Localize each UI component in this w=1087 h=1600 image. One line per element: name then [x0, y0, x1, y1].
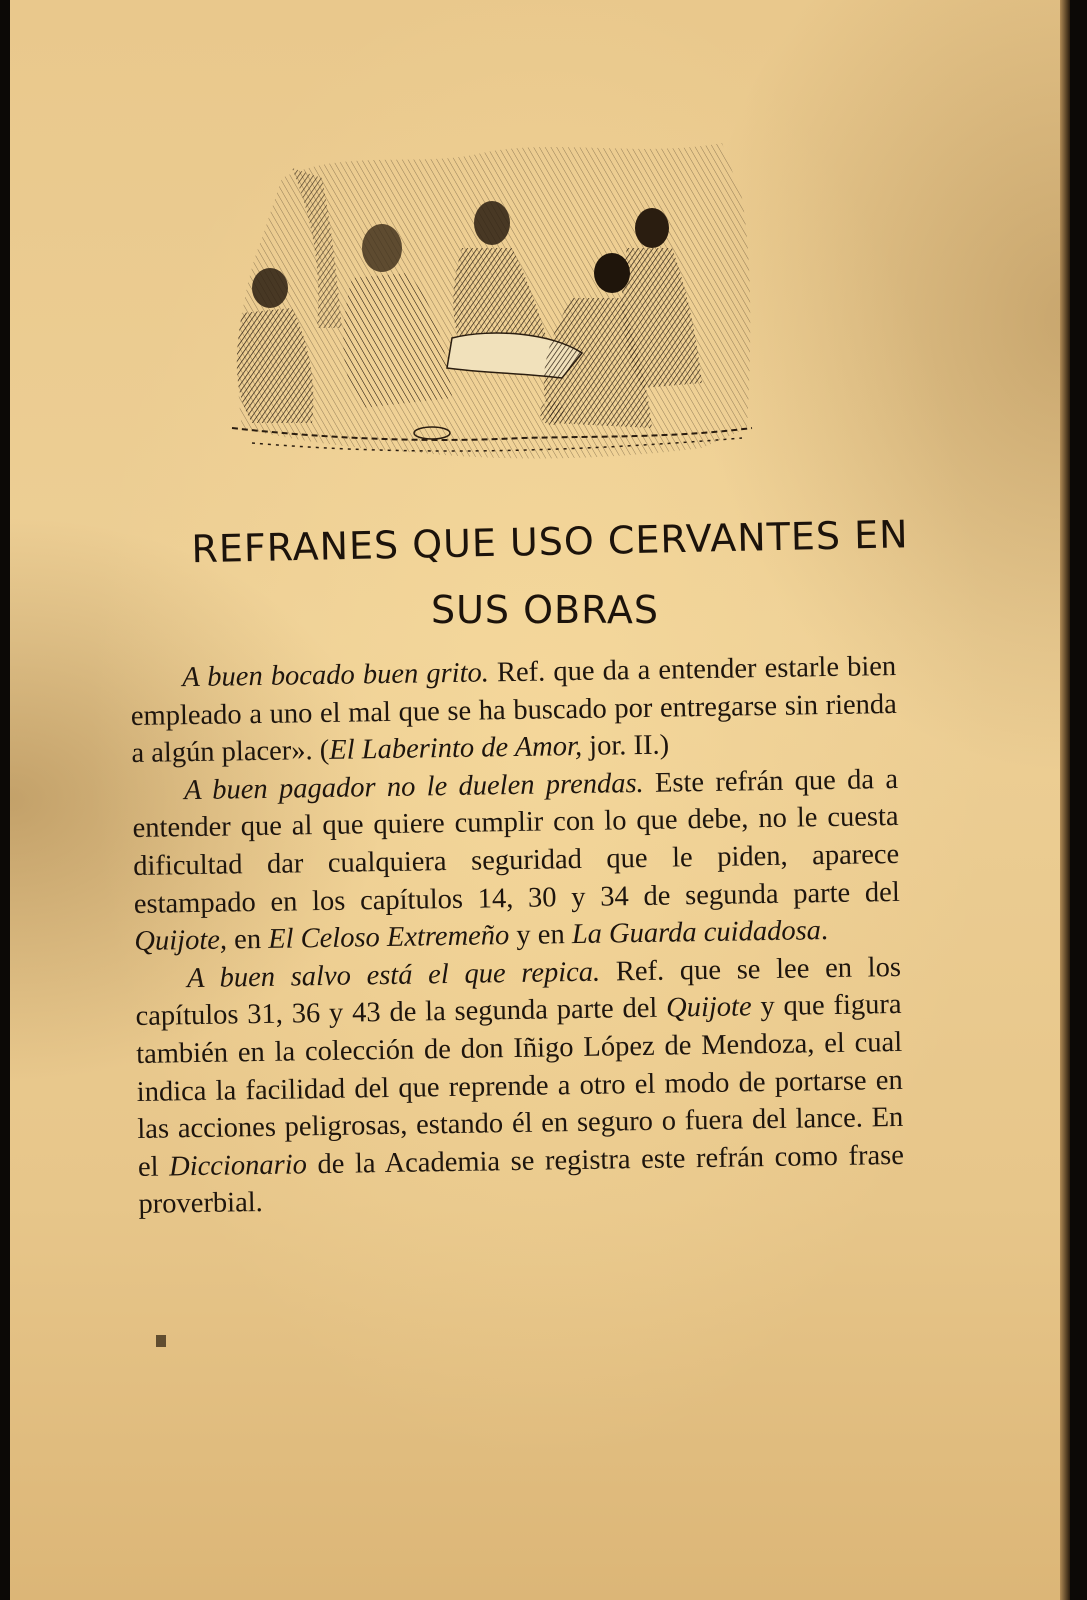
entry-text: de la Academia se registra este refrán como frase proverbial.: [138, 1139, 905, 1221]
page-title-line-2: SUS OBRAS: [430, 588, 660, 632]
engraving-illustration: [222, 138, 767, 468]
proverb: A buen pagador no le duelen prendas.: [183, 767, 644, 806]
work-title: La Guarda cuidadosa: [571, 915, 822, 951]
body-text: [130, 648, 905, 1224]
entry-gloss: Ref. que se lee en los capítulos 31, 36 y 43 de la segunda parte del: [135, 951, 902, 1033]
entry-source: jor. II.): [581, 729, 670, 763]
ink-speck: [156, 1335, 166, 1347]
work-title: El Laberinto de Amor,: [329, 731, 583, 767]
work-title: Quijote: [665, 991, 752, 1024]
entry-text: .: [820, 915, 829, 947]
page-title-line-1: REFRANES QUE USO CERVANTES EN: [191, 512, 909, 572]
entry-text: y en: [509, 919, 573, 952]
work-title: El Celoso Extremeño: [267, 920, 510, 956]
entry-text: en: [226, 924, 269, 956]
entry-text: y que figura también en la colección de don Iñigo López de Mendoza, el cual indica la facilidad del que reprende a otro el modo de portarse en las acciones peligrosas, estando él en seguro o fuera del lance. En el: [135, 989, 904, 1183]
book-page: [10, 0, 1070, 1600]
entry-paragraph: [135, 949, 905, 1224]
entry-gloss: Ref. que da a entender estarle bien empleado a uno el mal que se ha buscado por entregarse sin rienda a algún placer». (: [130, 650, 898, 770]
page-edge: [1060, 0, 1070, 1600]
entry-paragraph: [130, 648, 898, 773]
proverb: A buen bocado buen grito.: [182, 657, 490, 694]
entry-paragraph: [132, 761, 901, 961]
work-title: Diccionario: [168, 1149, 308, 1183]
work-title: Quijote,: [134, 924, 228, 958]
proverb: A buen salvo está el que repica.: [186, 956, 601, 994]
entry-gloss: Este refrán que da a entender que al que quiere cumplir con lo que debe, no le cuesta dificultad dar cualquiera seguridad que le piden, aparece estampado en los capítulos 14, 30 y 34 de segunda parte del: [132, 763, 900, 920]
